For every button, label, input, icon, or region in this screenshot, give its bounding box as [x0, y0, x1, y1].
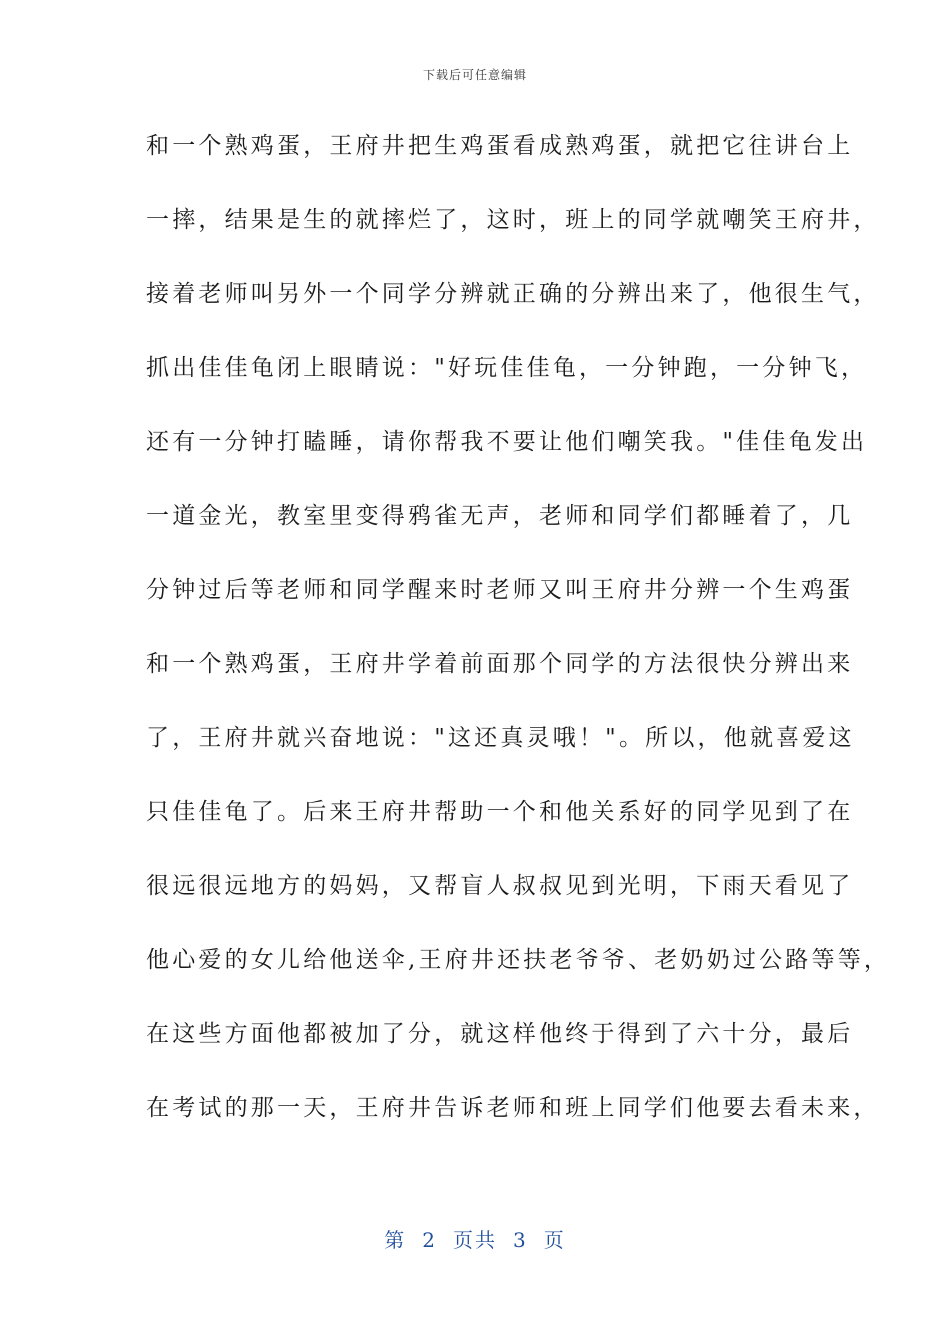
text-line: 分钟过后等老师和同学醒来时老师又叫王府井分辨一个生鸡蛋 — [146, 577, 854, 603]
text-line: 接着老师叫另外一个同学分辨就正确的分辨出来了，他很生气， — [146, 281, 880, 307]
text-line: 只佳佳龟了。后来王府井帮助一个和他关系好的同学见到了在 — [146, 799, 854, 825]
page-prefix: 第 — [384, 1228, 407, 1252]
text-line: 和一个熟鸡蛋，王府井把生鸡蛋看成熟鸡蛋，就把它往讲台上 — [146, 133, 854, 159]
text-line: 在这些方面他都被加了分，就这样他终于得到了六十分，最后 — [146, 1021, 854, 1047]
page-suffix: 页 — [543, 1228, 566, 1252]
text-line: 很远很远地方的妈妈，又帮盲人叔叔见到光明，下雨天看见了 — [146, 873, 854, 899]
page-footer — [0, 1224, 950, 1253]
text-line: 和一个熟鸡蛋，王府井学着前面那个同学的方法很快分辨出来 — [146, 651, 854, 677]
text-line: 还有一分钟打瞌睡，请你帮我不要让他们嘲笑我。"佳佳龟发出 — [146, 429, 868, 455]
text-line: 了，王府井就兴奋地说："这还真灵哦！"。所以，他就喜爱这 — [146, 725, 855, 751]
body-text — [146, 128, 891, 1164]
header-note: 下载后可任意编辑 — [422, 68, 527, 82]
text-line: 一道金光，教室里变得鸦雀无声，老师和同学们都睡着了，几 — [146, 503, 854, 529]
page-middle: 页共 — [453, 1228, 497, 1252]
text-line: 他心爱的女儿给他送伞,王府井还扶老爷爷、老奶奶过公路等等， — [146, 947, 891, 973]
text-line: 抓出佳佳龟闭上眼睛说："好玩佳佳龟，一分钟跑，一分钟飞， — [146, 355, 868, 381]
text-line: 在考试的那一天，王府井告诉老师和班上同学们他要去看未来， — [146, 1095, 880, 1121]
text-line: 一摔，结果是生的就摔烂了，这时，班上的同学就嘲笑王府井， — [146, 207, 880, 233]
total-pages-number: 3 — [513, 1228, 528, 1252]
current-page-number: 2 — [422, 1228, 437, 1252]
